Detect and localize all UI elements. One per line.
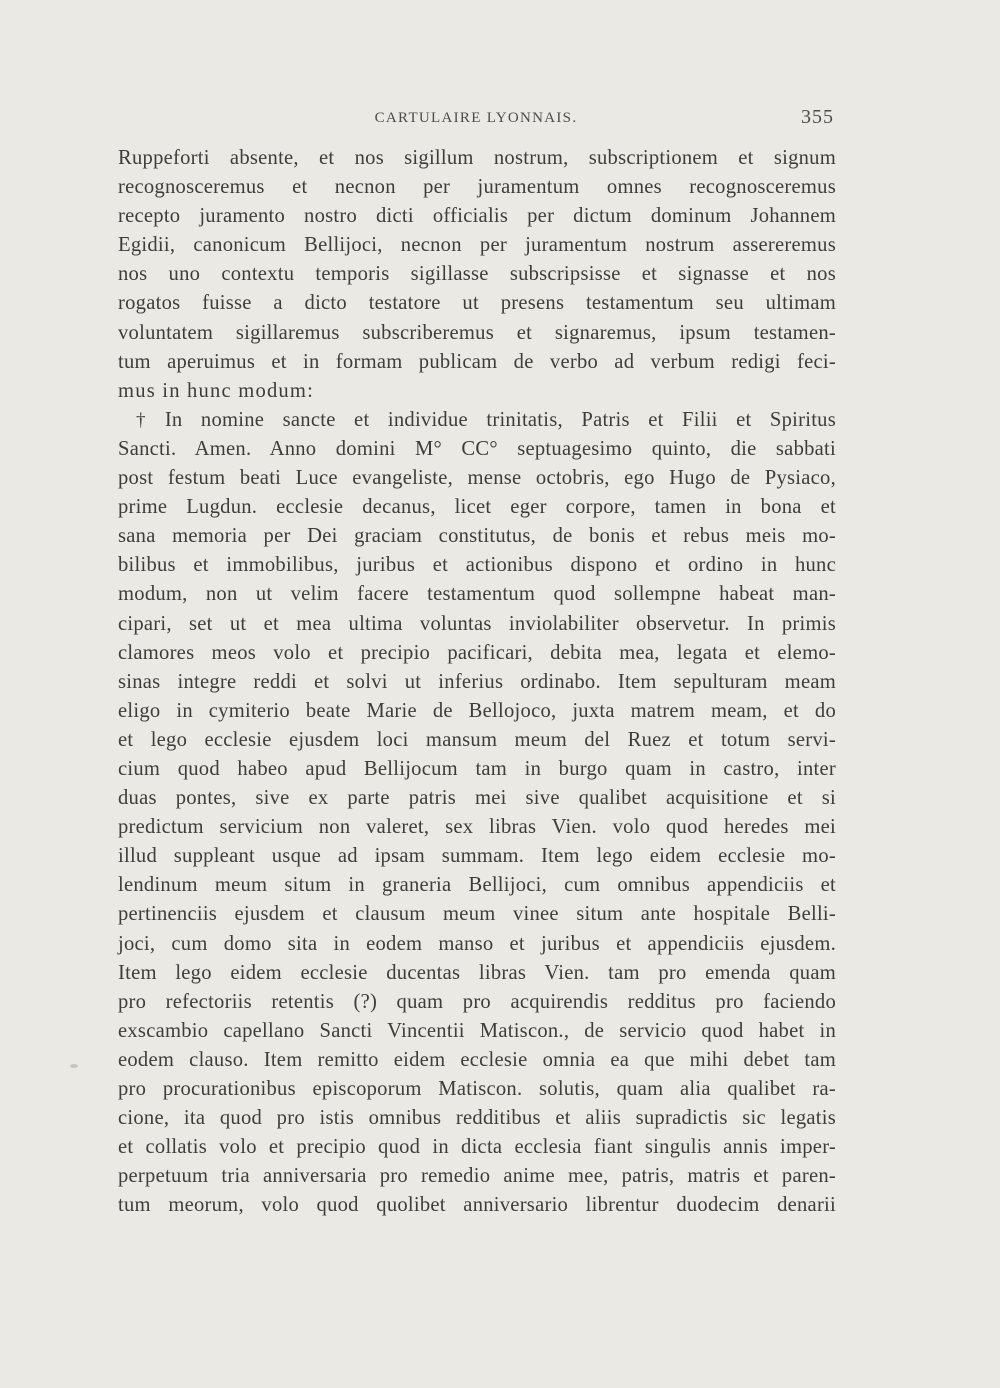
text-line: Item lego eidem ecclesie ducentas libras Vien. tam pro emenda quam xyxy=(118,961,836,984)
text-line: voluntatem sigillaremus subscriberemus et signaremus, ipsum testamen- xyxy=(118,321,836,344)
text-line: duas pontes, sive ex parte patris mei sive qualibet acquisitione et si xyxy=(118,787,836,810)
text-line: cipari, set ut et mea ultima voluntas inviolabiliter observetur. In primis xyxy=(118,612,836,635)
text-line: eodem clauso. Item remitto eidem ecclesie omnia ea que mihi debet tam xyxy=(118,1048,836,1071)
text-line: pro procurationibus episcoporum Matiscon. solutis, quam alia qualibet ra- xyxy=(118,1078,836,1100)
text-line: sana memoria per Dei graciam constitutus, de bonis et rebus meis mo- xyxy=(118,525,836,548)
text-line xyxy=(118,406,836,435)
text-line: predictum servicium non valeret, sex libras Vien. volo quod heredes mei xyxy=(118,816,836,839)
text-line: et lego ecclesie ejusdem loci mansum meum del Ruez et totum servi- xyxy=(118,728,836,751)
text-line: tum meorum, volo quod quolibet anniversario librentur duodecim denarii xyxy=(118,1194,836,1217)
text-line: cium quod habeo apud Bellijocum tam in burgo quam in castro, inter xyxy=(118,757,836,780)
text-line: modum, non ut velim facere testamentum quod sollempne habeat man- xyxy=(118,583,836,606)
text-line: Sancti. Amen. Anno domini M° CC° septuagesimo quinto, die sabbati xyxy=(118,437,836,460)
text-line: pertinenciis ejusdem et clausum meum vinee situm ante hospitale Belli- xyxy=(118,903,836,926)
text-line: prime Lugdun. ecclesie decanus, licet eger corpore, tamen in bona et xyxy=(118,496,836,519)
text-line: lendinum meum situm in graneria Bellijoci, cum omnibus appendiciis et xyxy=(118,874,836,897)
text-line: joci, cum domo sita in eodem manso et juribus et appendiciis ejusdem. xyxy=(118,932,836,955)
text-line-content: In nomine sancte et individue trinitatis, Patris et Filii et Spiritus xyxy=(164,408,836,431)
text-line: recepto juramento nostro dicti officialis per dictum dominum Johannem xyxy=(118,205,836,228)
cross-symbol: † xyxy=(136,409,159,431)
text-line: rogatos fuisse a dicto testatore ut presens testamentum seu ultimam xyxy=(118,292,836,315)
text-line: recognosceremus et necnon per juramentum omnes recognosceremus xyxy=(118,176,836,199)
text-line: tum aperuimus et in formam publicam de verbo ad verbum redigi feci- xyxy=(118,350,836,373)
text-line: illud suppleant usque ad ipsam summam. Item lego eidem ecclesie mo- xyxy=(118,845,836,868)
text-line: mus in hunc modum: xyxy=(118,379,315,402)
body-text xyxy=(118,144,836,1220)
running-head xyxy=(118,108,834,134)
page-number: 355 xyxy=(801,106,834,128)
text-line: bilibus et immobilibus, juribus et actionibus dispono et ordino in hunc xyxy=(118,554,836,577)
text-line: clamores meos volo et precipio pacificari, debita mea, legata et elemo- xyxy=(118,641,836,664)
text-line: post festum beati Luce evangeliste, mense octobris, ego Hugo de Pysiaco, xyxy=(118,467,836,490)
text-line: perpetuum tria anniversaria pro remedio anime mee, patris, matris et paren- xyxy=(118,1165,836,1188)
paper-smudge xyxy=(70,1064,78,1068)
text-line: exscambio capellano Sancti Vincentii Matiscon., de servicio quod habet in xyxy=(118,1019,836,1042)
text-line: Egidii, canonicum Bellijoci, necnon per juramentum nostrum assereremus xyxy=(118,234,836,257)
text-line: eligo in cymiterio beate Marie de Bellojoco, juxta matrem meam, et do xyxy=(118,699,836,722)
text-line: Ruppeforti absente, et nos sigillum nostrum, subscriptionem et signum xyxy=(118,147,836,169)
text-line: pro refectoriis retentis (?) quam pro acquirendis redditus pro faciendo xyxy=(118,990,836,1013)
text-line: et collatis volo et precipio quod in dicta ecclesia fiant singulis annis imper- xyxy=(118,1136,836,1159)
text-line: nos uno contextu temporis sigillasse subscripsisse et signasse et nos xyxy=(118,263,836,286)
text-line: cione, ita quod pro istis omnibus redditibus et aliis supradictis sic legatis xyxy=(118,1107,836,1130)
text-line: sinas integre reddi et solvi ut inferius ordinabo. Item sepulturam meam xyxy=(118,670,836,693)
running-title: CARTULAIRE LYONNAIS. xyxy=(374,110,578,126)
